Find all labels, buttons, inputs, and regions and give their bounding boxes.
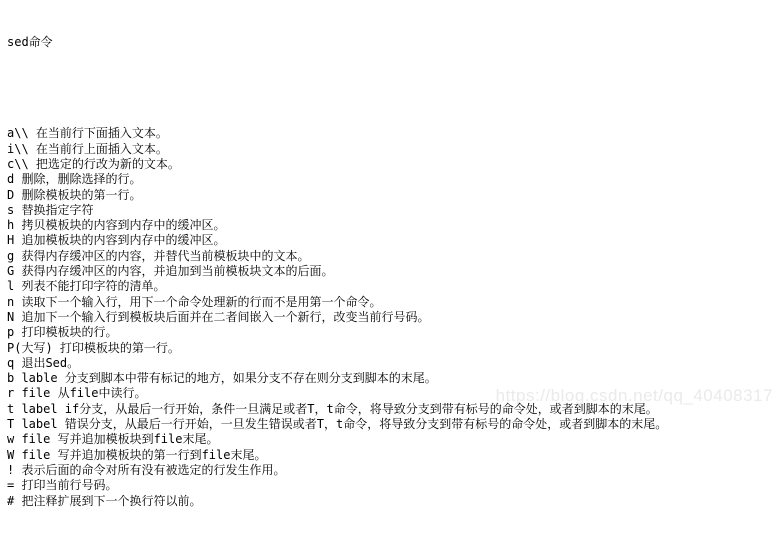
- command-line: P(大写) 打印模板块的第一行。: [7, 340, 180, 355]
- command-line: g 获得内存缓冲区的内容，并替代当前模板块中的文本。: [7, 248, 310, 263]
- command-line: D 删除模板块的第一行。: [7, 187, 142, 202]
- command-line: # 把注释扩展到下一个换行符以前。: [7, 493, 202, 508]
- command-line: d 删除，删除选择的行。: [7, 172, 142, 187]
- blank-line: [7, 80, 782, 95]
- command-line: G 获得内存缓冲区的内容，并追加到当前模板块文本的后面。: [7, 264, 334, 279]
- command-line: = 打印当前行号码。: [7, 478, 118, 493]
- csdn-watermark: https://blog.csdn.net/qq_40408317: [495, 385, 773, 405]
- command-line: q 退出Sed。: [7, 355, 80, 370]
- sed-command-reference: [7, 4, 782, 539]
- command-line: n 读取下一个输入行，用下一个命令处理新的行而不是用第一个命令。: [7, 294, 382, 309]
- page-title: sed命令: [7, 34, 53, 49]
- command-line: l 列表不能打印字符的清单。: [7, 279, 166, 294]
- command-line: r file 从file中读行。: [7, 386, 147, 401]
- command-line: p 打印模板块的行。: [7, 325, 118, 340]
- command-line: W file 写并追加模板块的第一行到file末尾。: [7, 447, 267, 462]
- command-line: T label 错误分支，从最后一行开始，一旦发生错误或者T，t命令，将导致分支到带有标号的命令处，或者到脚本的末尾。: [7, 417, 668, 432]
- command-line: h 拷贝模板块的内容到内存中的缓冲区。: [7, 218, 226, 233]
- command-line: w file 写并追加模板块到file末尾。: [7, 432, 219, 447]
- command-line: s 替换指定字符: [7, 202, 94, 217]
- command-list: [7, 126, 782, 508]
- command-line: t label if分支，从最后一行开始，条件一旦满足或者T，t命令，将导致分支到带有标号的命令处，或者到脚本的末尾。: [7, 401, 658, 416]
- command-line: i\\ 在当前行上面插入文本。: [7, 141, 168, 156]
- command-line: b lable 分支到脚本中带有标记的地方，如果分支不存在则分支到脚本的末尾。: [7, 371, 437, 386]
- command-line: ! 表示后面的命令对所有没有被选定的行发生作用。: [7, 462, 286, 477]
- command-line: N 追加下一个输入行到模板块后面并在二者间嵌入一个新行，改变当前行号码。: [7, 309, 430, 324]
- command-line: a\\ 在当前行下面插入文本。: [7, 126, 168, 141]
- command-line: c\\ 把选定的行改为新的文本。: [7, 156, 180, 171]
- command-line: H 追加模板块的内容到内存中的缓冲区。: [7, 233, 226, 248]
